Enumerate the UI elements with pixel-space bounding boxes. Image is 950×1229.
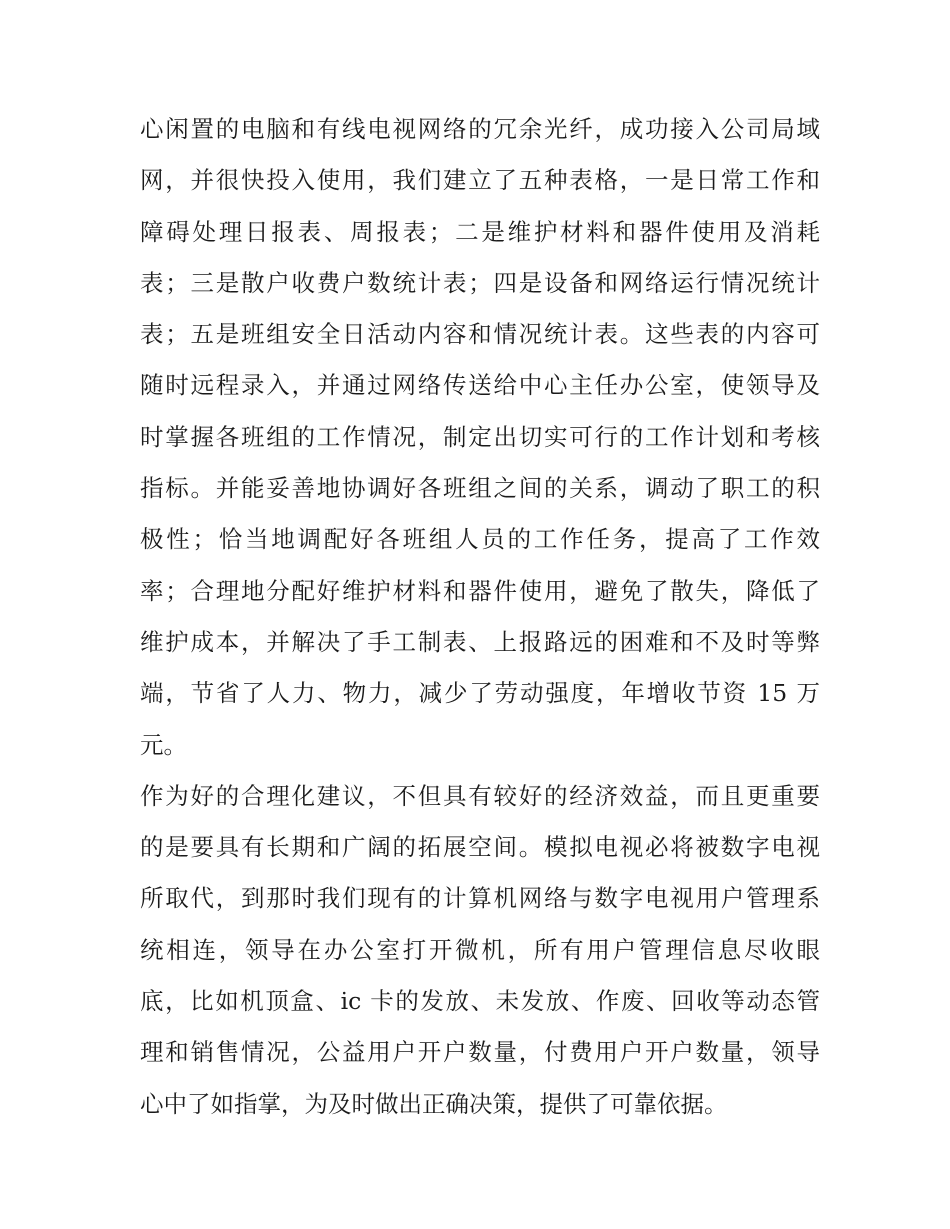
text-line: 端，节省了人力、物力，减少了劳动强度，年增收节资 15 万 <box>140 679 820 708</box>
paragraph-1 <box>140 104 820 771</box>
text-line: 网，并很快投入使用，我们建立了五种表格，一是日常工作和 <box>140 166 820 195</box>
text-line: 率；合理地分配好维护材料和器件使用，避免了散失，降低了 <box>140 576 820 605</box>
text-line: 障碍处理日报表、周报表；二是维护材料和器件使用及消耗 <box>140 217 820 246</box>
text-line: 极性；恰当地调配好各班组人员的工作任务，提高了工作效 <box>140 525 820 554</box>
text-line: 指标。并能妥善地协调好各班组之间的关系，调动了职工的积 <box>140 474 820 503</box>
document-body <box>140 104 820 1130</box>
text-line: 随时远程录入，并通过网络传送给中心主任办公室，使领导及 <box>140 371 820 400</box>
text-line: 心闲置的电脑和有线电视网络的冗余光纤，成功接入公司局域 <box>140 115 820 143</box>
text-line: 理和销售情况，公益用户开户数量，付费用户开户数量，领导 <box>140 1038 820 1067</box>
text-line: 表；三是散户收费户数统计表；四是设备和网络运行情况统计 <box>140 268 820 297</box>
paragraph-2 <box>140 771 820 1130</box>
text-line: 的是要具有长期和广阔的拓展空间。模拟电视必将被数字电视 <box>140 833 820 862</box>
text-line: 作为好的合理化建议，不但具有较好的经济效益，而且更重要 <box>140 781 820 810</box>
text-line: 表；五是班组安全日活动内容和情况统计表。这些表的内容可 <box>140 320 820 349</box>
text-line: 元。 <box>140 730 187 759</box>
text-line: 维护成本，并解决了手工制表、上报路远的困难和不及时等弊 <box>140 627 820 656</box>
text-line: 底，比如机顶盒、ic 卡的发放、未发放、作废、回收等动态管 <box>140 987 820 1016</box>
text-line: 心中了如指掌，为及时做出正确决策，提供了可靠依据。 <box>140 1089 728 1118</box>
text-line: 时掌握各班组的工作情况，制定出切实可行的工作计划和考核 <box>140 422 820 451</box>
text-line: 所取代，到那时我们现有的计算机网络与数字电视用户管理系 <box>140 884 820 913</box>
text-line: 统相连，领导在办公室打开微机，所有用户管理信息尽收眼 <box>140 935 820 964</box>
